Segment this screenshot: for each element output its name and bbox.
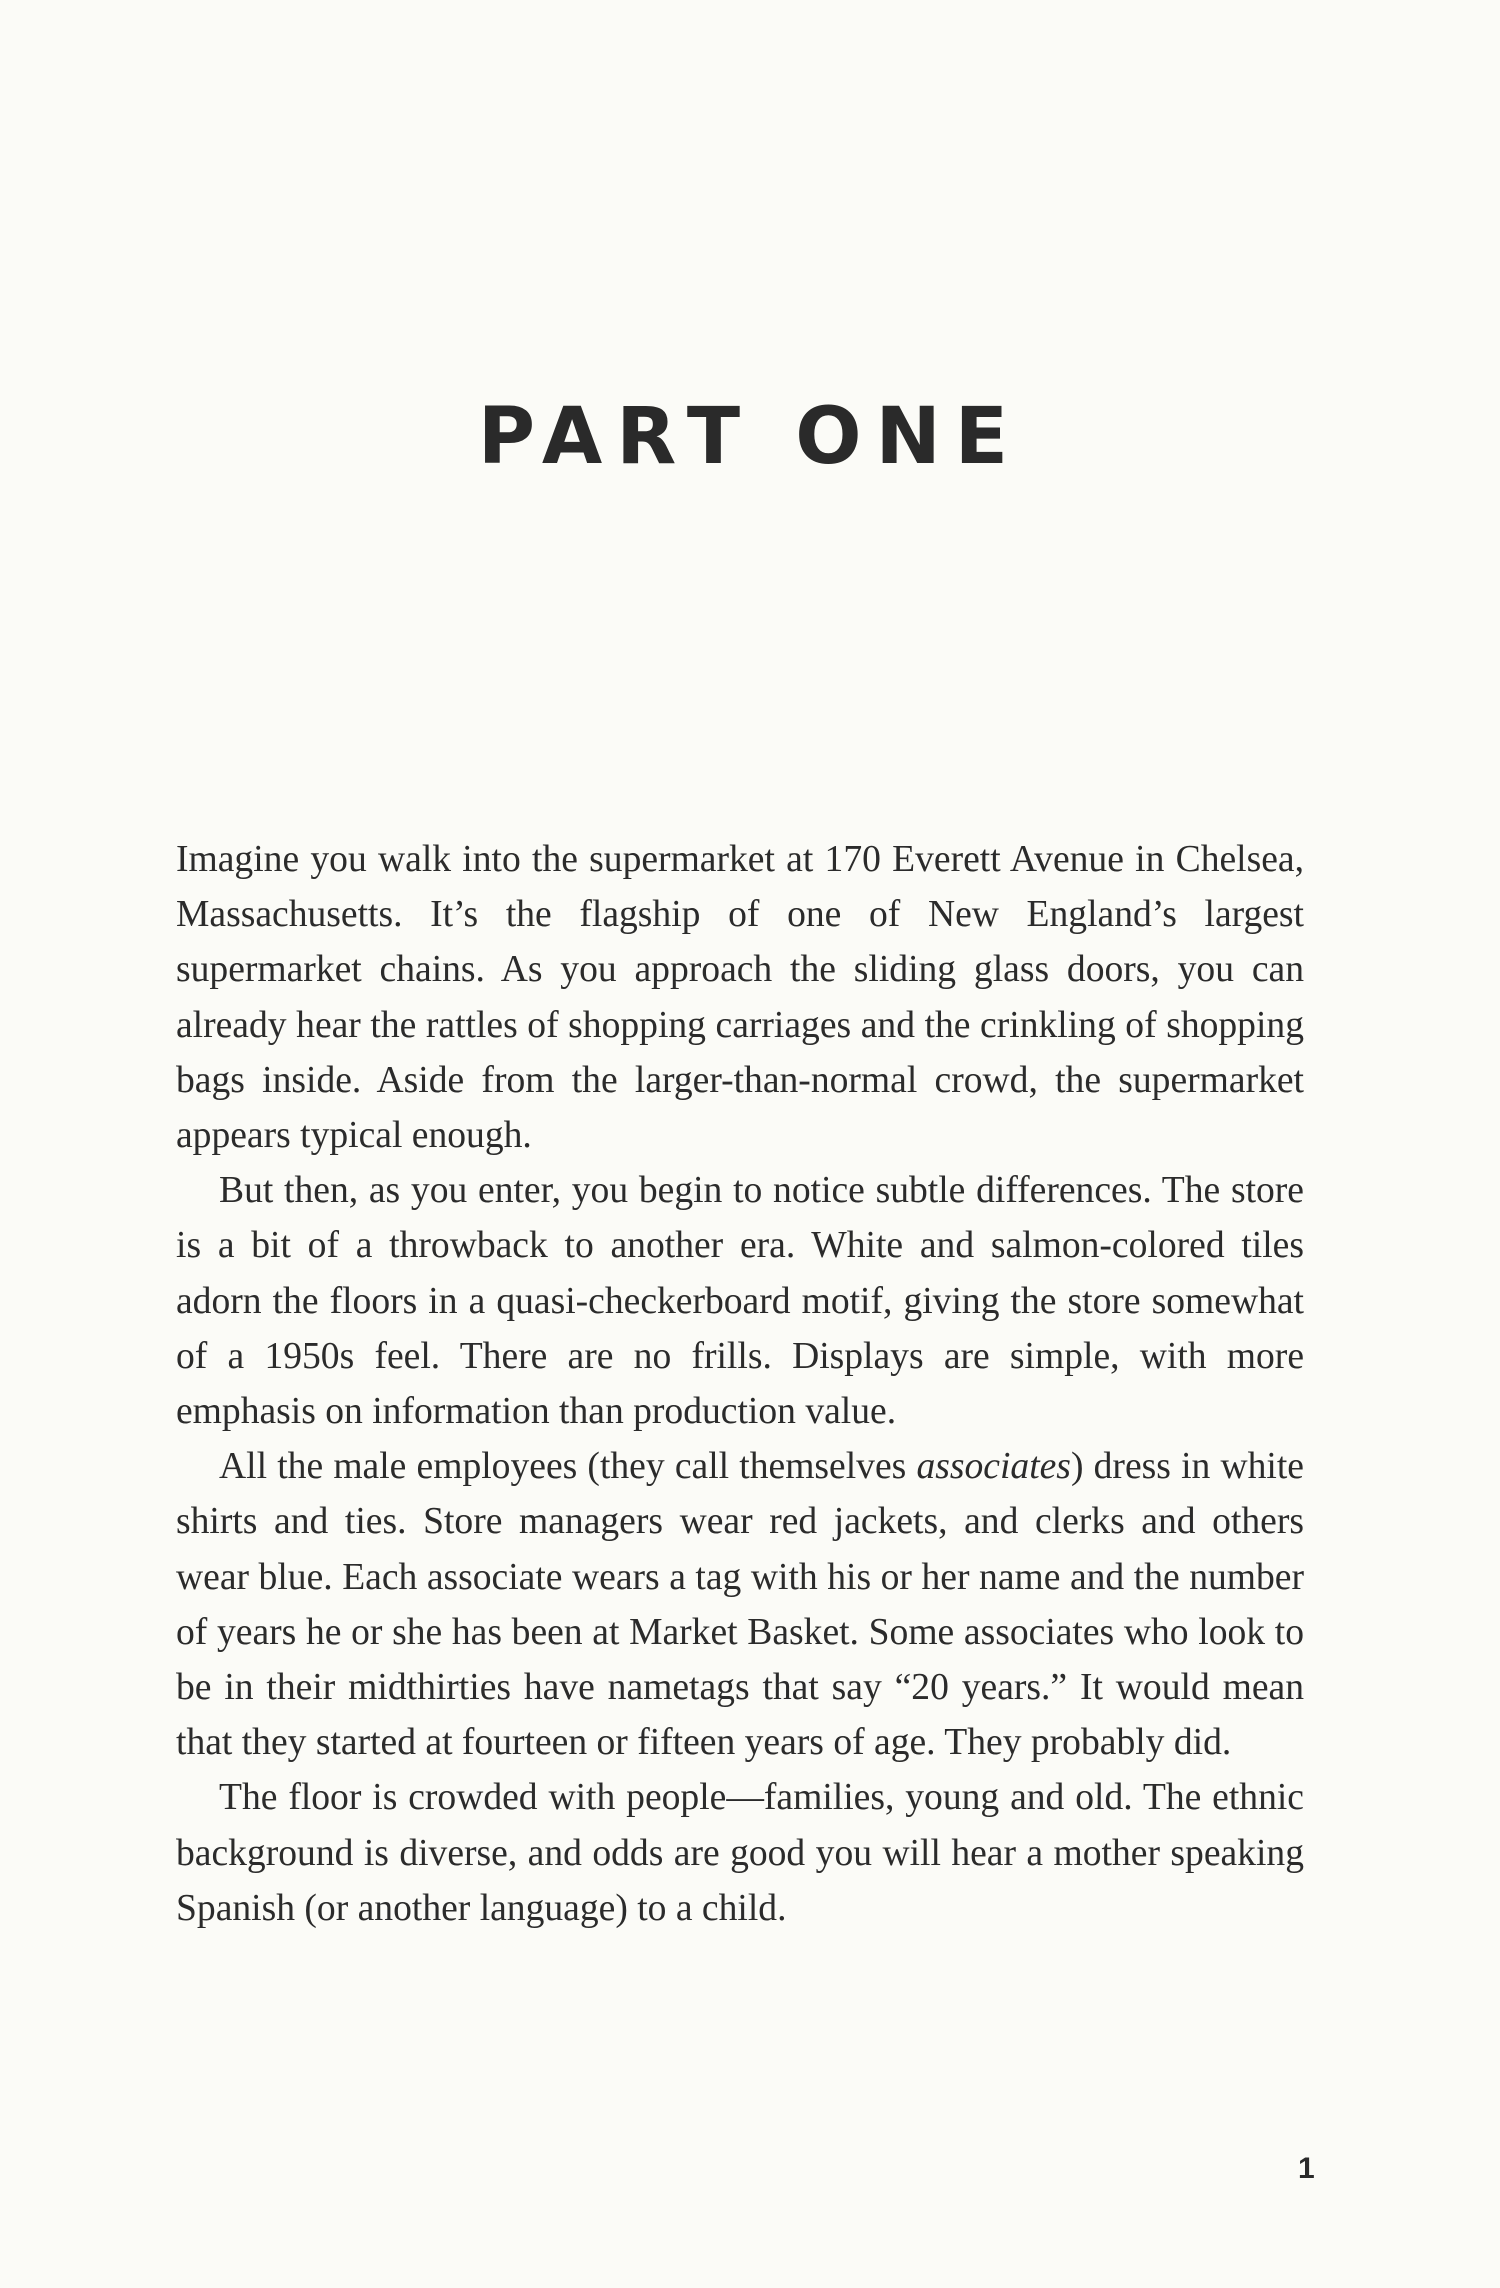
paragraph-3 (176, 1439, 1304, 1770)
paragraph-3-italic-term: associates (916, 1446, 1071, 1488)
part-title: PART ONE (477, 392, 1023, 482)
paragraph-2: But then, as you enter, you begin to notice subtle differences. The store is a bit of a throwback to another era. White and salmon-colored tiles adorn the floors in a quasi-checkerboard motif, giving the store somewhat of a 1950s feel. There are no frills. Displays are simple, with more emphasis on information than production value. (176, 1170, 1304, 1433)
paragraph-3-lead: All the male employees (they call themselves (219, 1446, 917, 1488)
paragraph-3-rest: ) dress in white shirts and ties. Store managers wear red jackets, and clerks and others wear blue. Each associate wears a tag with his or her name and the number of years he or she has been at Market Basket. Some associates who look to be in their midthirties have nametags that say “20 years.” It would mean that they started at fourteen or fifteen years of age. They probably did. (176, 1446, 1304, 1764)
page-number: 1 (1298, 2152, 1315, 2185)
paragraph-4: The floor is crowded with people—families, young and old. The ethnic background is diverse, and odds are good you will hear a mother speaking Spanish (or another language) to a child. (176, 1777, 1304, 1929)
body-text (176, 832, 1304, 1936)
paragraph-1: Imagine you walk into the supermarket at 170 Everett Avenue in Chelsea, Massachusetts. It’s the flagship of one of New England’s largest supermarket chains. As you approach the sliding glass doors, you can already hear the rattles of shopping carriages and the crinkling of shopping bags inside. Aside from the larger-than-normal crowd, the supermarket appears typical enough. (176, 839, 1304, 1157)
